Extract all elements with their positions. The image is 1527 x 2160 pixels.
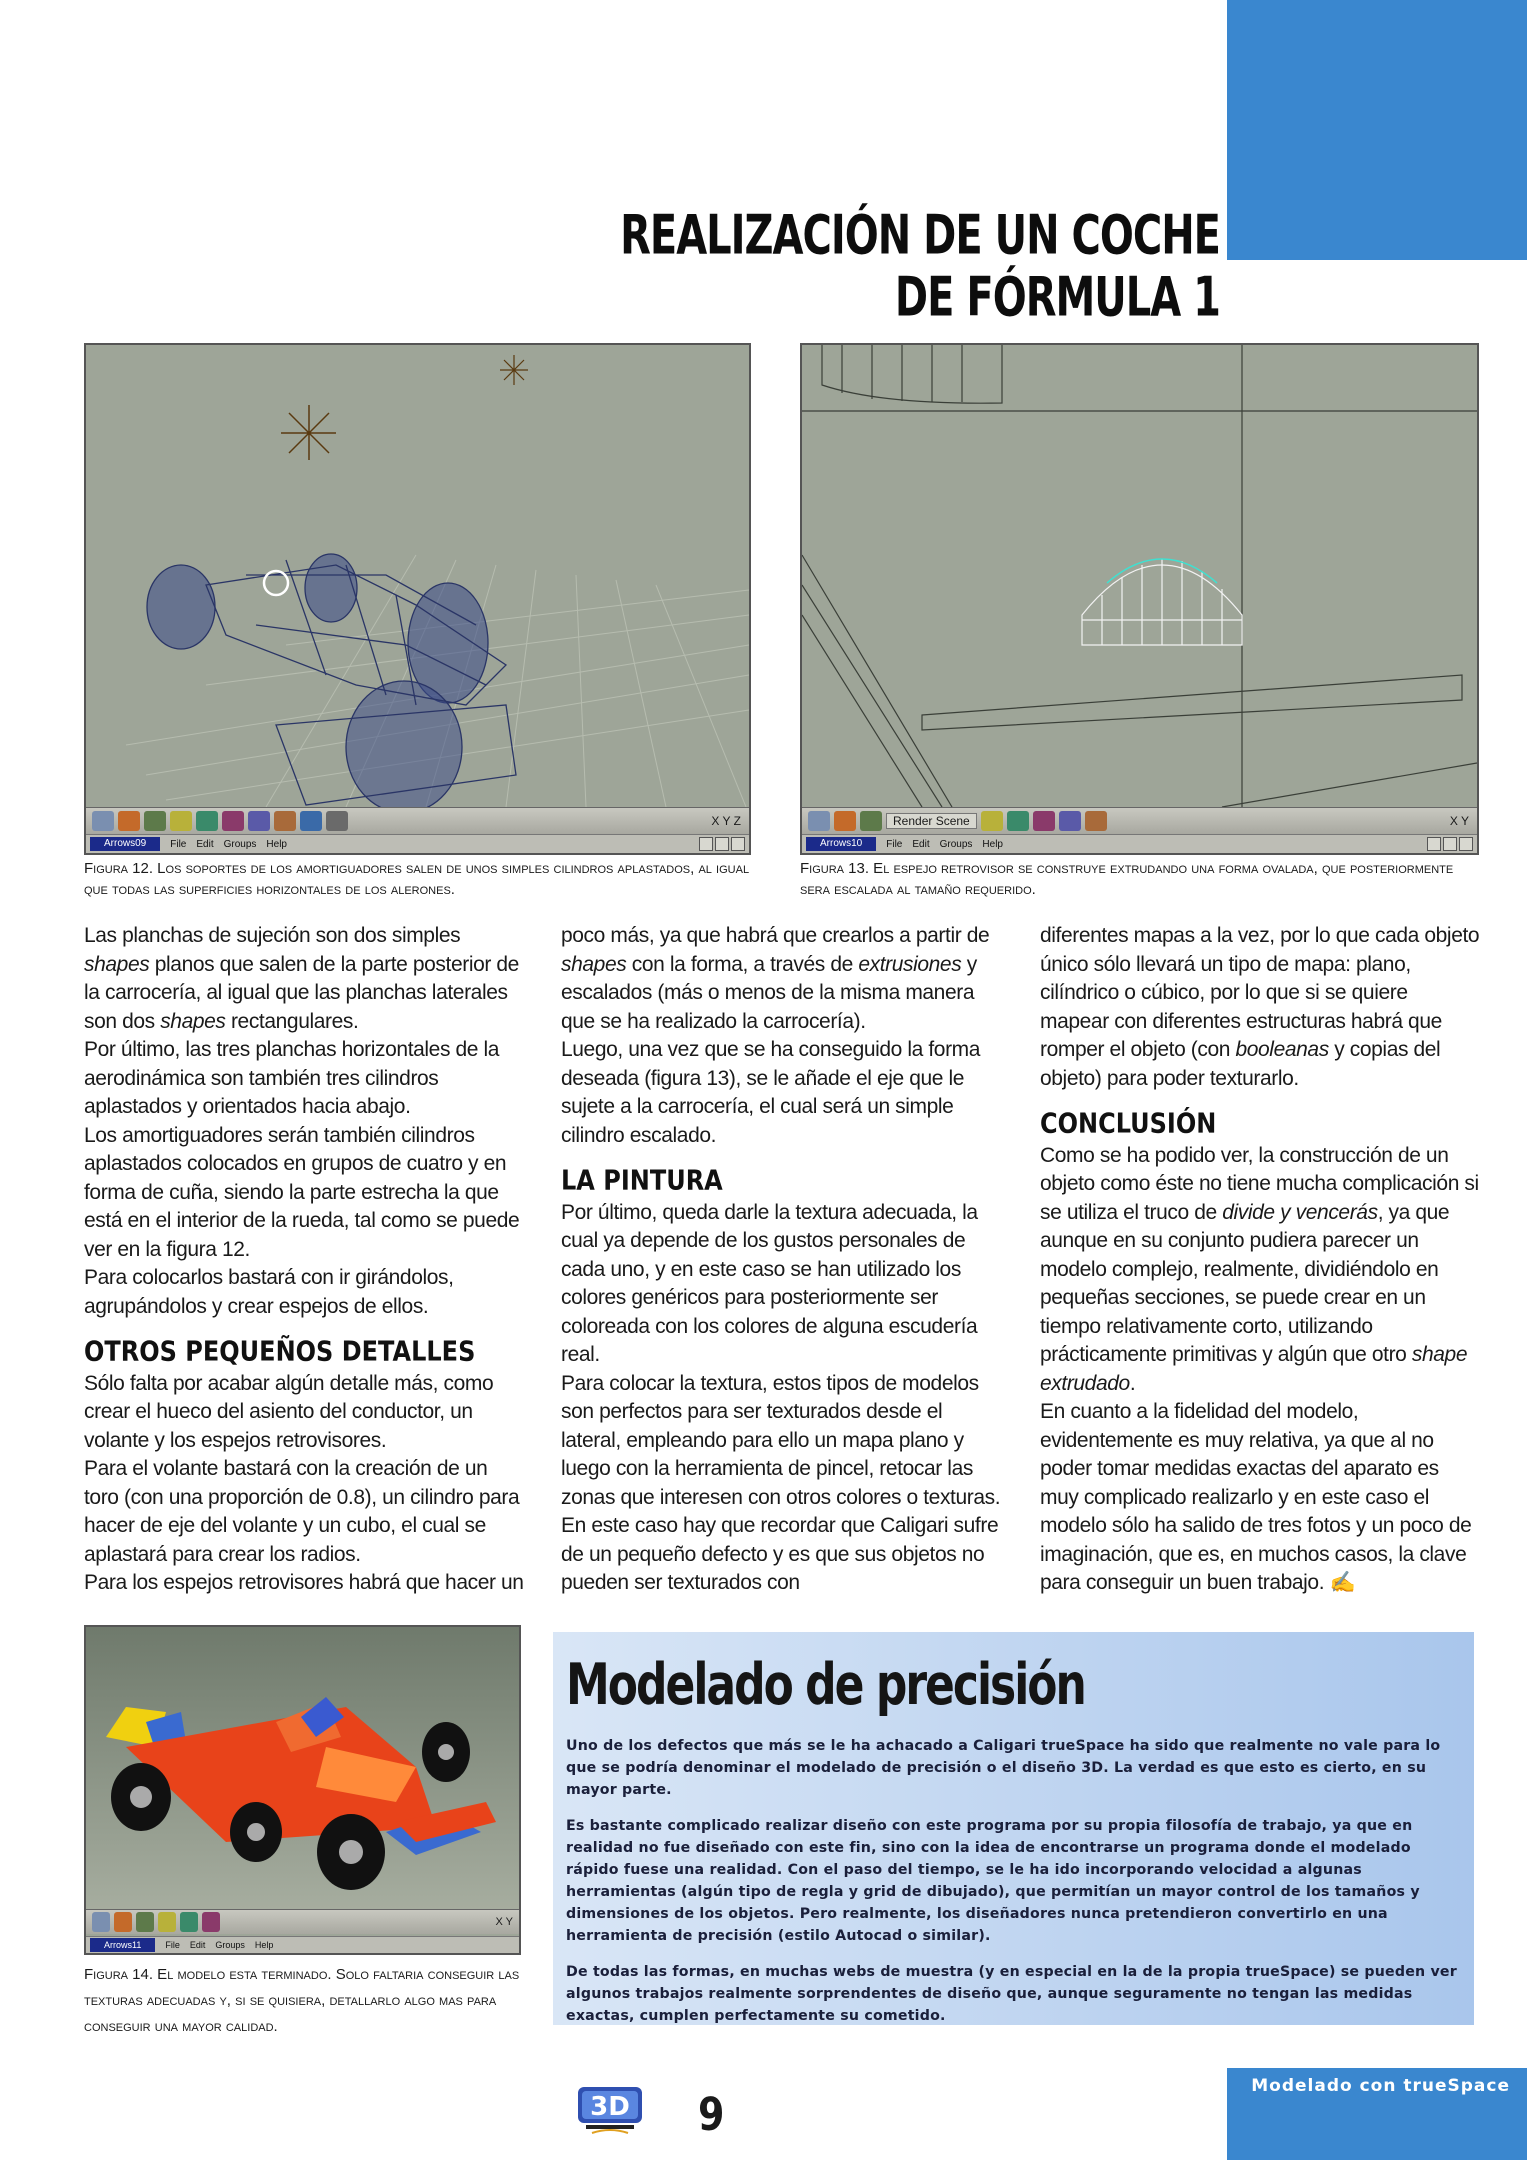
menu-help: Help [254,1940,274,1950]
section-heading: LA PINTURA [561,1164,723,1197]
menu-groups: Groups [223,838,257,850]
axes-indicator: X Y [495,1916,513,1928]
section-heading: OTROS PEQUEÑOS DETALLES [84,1335,476,1368]
figure-14-viewport [86,1627,519,1909]
figure-13-viewport [802,345,1477,807]
figure-14-toolbar [86,1909,519,1934]
header-color-block [1227,0,1527,260]
toolbar-icon [118,811,140,831]
toolbar-icon [180,1912,198,1932]
body-paragraph: Para colocarlos bastará con ir girándolos, agrupándolos y crear espejos de ellos. [84,1266,454,1318]
figure-12-screenshot [84,343,751,855]
page-title: REALIZACIÓN DE UN COCHE DE FÓRMULA 1 [620,205,1220,330]
body-paragraph: Para los espejos retrovisores habrá que hacer un [84,1571,524,1594]
sidebar-title: Modelado de precisión [566,1652,1085,1719]
toolbar-icon [202,1912,220,1932]
body-paragraph: Luego, una vez que se ha conseguido la forma deseada (figura 13), se le añade el eje que le sujete a la carrocería, el cual será un simple cilindro escalado. [561,1038,981,1147]
toolbar-icon [196,811,218,831]
body-paragraph: diferentes mapas a la vez, por lo que cada objeto único sólo llevará un tipo de mapa: plano, cilíndrico o cúbico, por lo que si se quiere mapear con diferentes estructuras habrá que romper el objeto (con booleanas y copias del objeto) para poder texturarlo. [1040,924,1480,1090]
figure-14-menubar [86,1936,519,1953]
toolbar-icon [144,811,166,831]
menu-edit: Edit [189,1940,206,1950]
toolbar-icon [1033,811,1055,831]
toolbar-icon [808,811,830,831]
window-controls [699,837,749,851]
menu-groups: Groups [939,838,973,850]
body-paragraph: En cuanto a la fidelidad del modelo, evidentemente es muy relativa, ya que al no poder tomar medidas exactas del aparato es muy complicado realizarlo y en este caso el modelo sólo ha salido de tres fotos y un poco de imaginación, que es, en muchos casos, la clave para conseguir un buen trabajo. ✍ [1040,1400,1472,1594]
body-paragraph: Por último, queda darle la textura adecuada, la cual ya depende de los gustos personales de cada uno, y en este caso se han utilizado los colores genéricos para posteriormente ser coloreada con los colores de alguna escudería real. [561,1200,978,1366]
window-title: Arrows09 [90,837,160,851]
toolbar-icon [158,1912,176,1932]
figure-12-menubar [86,834,749,853]
figure-12-caption: Figura 12. Los soportes de los amortiguadores salen de unos simples cilindros aplastados, al igual que todas las superficies horizontales de los alerones. [84,860,750,898]
body-paragraph: Para colocar la textura, estos tipos de modelos son perfectos para ser texturados desde el lateral, empleando para ello un mapa plano y luego con la herramienta de pincel, retocar las zonas que interesen con otros colores o texturas. [561,1371,1001,1509]
body-paragraph: Los amortiguadores serán también cilindros aplastados colocados en grupos de cuatro y en forma de cuña, siendo la parte estrecha la que está en el interior de la rueda, tal como se puede ver en la figura 12. [84,1123,520,1261]
toolbar-icon [222,811,244,831]
body-column-1 [84,922,524,1598]
sidebar-body [566,1735,1462,2041]
sidebar-paragraph: Uno de los defectos que más se le ha achacado a Caligari trueSpace ha sido que realmente no vale para lo que se podría denominar el modelado de precisión o el diseño 3D. La verdad es que esto es cierto, en su mayor parte. [566,1738,1441,1798]
toolbar-icon [92,1912,110,1932]
menu-help: Help [266,838,287,850]
menu-file: File [886,838,903,850]
page-number: 9 [698,2088,725,2141]
menu-file: File [165,1940,180,1950]
toolbar-icon [248,811,270,831]
toolbar-icon [114,1912,132,1932]
toolbar-icon [136,1912,154,1932]
body-column-2 [561,922,1001,1598]
body-paragraph: En este caso hay que recordar que Caligari sufre de un pequeño defecto y es que sus objetos no pueden ser texturados con [561,1514,999,1594]
body-column-3 [1040,922,1480,1598]
figure-13-menubar [802,834,1477,853]
figure-13-caption: Figura 13. El espejo retrovisor se construye extrudando una forma ovalada, que posteriormente sera escalada al tamaño requerido. [800,860,1454,898]
sidebar-paragraph: Es bastante complicado realizar diseño con este programa por su propia filosofía de trabajo, ya que en realidad no fue diseñado con este fin, sino con la idea de encontrarse un programa donde el modelado rápido fuese una realidad. Con el paso del tiempo, se le ha ido incorporando velocidad a algunas herramientas (algún tipo de regla y grid de dibujado), que permitían un mayor control de los tamaños y dimensiones de los objetos. Pero realmente, los diseñadores nunca pretendieron convertirlo en una herramienta de precisión (estilo Autocad o similar). [566,1818,1420,1944]
figure-14-caption: Figura 14. El modelo esta terminado. Solo faltaria conseguir las texturas adecuadas y, si se quisiera, detallarlo algo mas para conseguir una mayor calidad. [84,1966,520,2035]
toolbar-icon [1007,811,1029,831]
axes-indicator: X Y Z [711,814,741,828]
menu-edit: Edit [196,838,214,850]
body-paragraph: Las planchas de sujeción son dos simples shapes planos que salen de la parte posterior de la carrocería, al igual que las planchas laterales son dos shapes rectangulares. [84,924,519,1033]
body-paragraph: Como se ha podido ver, la construcción de un objeto como éste no tiene mucha complicación si se utiliza el truco de divide y vencerás, ya que aunque en su conjunto pudiera parecer un modelo complejo, realmente, dividiéndolo en pequeñas secciones, se puede crear en un tiempo relativamente corto, utilizando prácticamente primitivas y algún que otro shape extrudado. [1040,1143,1479,1395]
toolbar-icon [92,811,114,831]
toolbar-icon [300,811,322,831]
figure-13-screenshot [800,343,1479,855]
body-paragraph: Para el volante bastará con la creación de un toro (con una proporción de 0.8), un cilindro para hacer de eje del volante y un cubo, el cual se aplastará para crear los radios. [84,1457,520,1566]
toolbar-icon [860,811,882,831]
toolbar-icon [981,811,1003,831]
figure-13-toolbar [802,807,1477,834]
toolbar-icon [1085,811,1107,831]
toolbar-icon [326,811,348,831]
section-title: Modelado con trueSpace [1251,2076,1510,2096]
axes-indicator: X Y [1449,814,1469,828]
sidebar-paragraph: De todas las formas, en muchas webs de muestra (y en especial en la de la propia trueSpace) se pueden ver algunos trabajos realmente sorprendentes de diseño que, aunque seguramente no tengan las medidas exactas, cumplen perfectamente su cometido. [566,1964,1457,2024]
section-heading: CONCLUSIÓN [1040,1107,1217,1140]
toolbar-icon [834,811,856,831]
magazine-logo [578,2085,642,2135]
body-paragraph: poco más, ya que habrá que crearlos a partir de shapes con la forma, a través de extrusiones y escalados (más o menos de la misma manera que se ha realizado la carrocería). [561,924,990,1033]
body-paragraph: Sólo falta por acabar algún detalle más, como crear el hueco del asiento del conductor, un volante y los espejos retrovisores. [84,1371,494,1452]
figure-12-toolbar [86,807,749,834]
menu-help: Help [982,838,1003,850]
render-scene-label: Render Scene [886,813,977,829]
menu-file: File [170,838,187,850]
toolbar-icon [1059,811,1081,831]
logo-text: 3D [590,2092,630,2122]
figure-12-viewport [86,345,749,807]
body-paragraph: Por último, las tres planchas horizontales de la aerodinámica son también tres cilindros aplastados y orientados hacia abajo. [84,1038,500,1118]
menu-edit: Edit [912,838,930,850]
window-controls [1427,837,1477,851]
toolbar-icon [274,811,296,831]
figure-14-screenshot [84,1625,521,1955]
menu-groups: Groups [215,1940,245,1950]
toolbar-icon [170,811,192,831]
window-title: Arrows10 [806,837,876,851]
window-title: Arrows11 [90,1938,155,1952]
